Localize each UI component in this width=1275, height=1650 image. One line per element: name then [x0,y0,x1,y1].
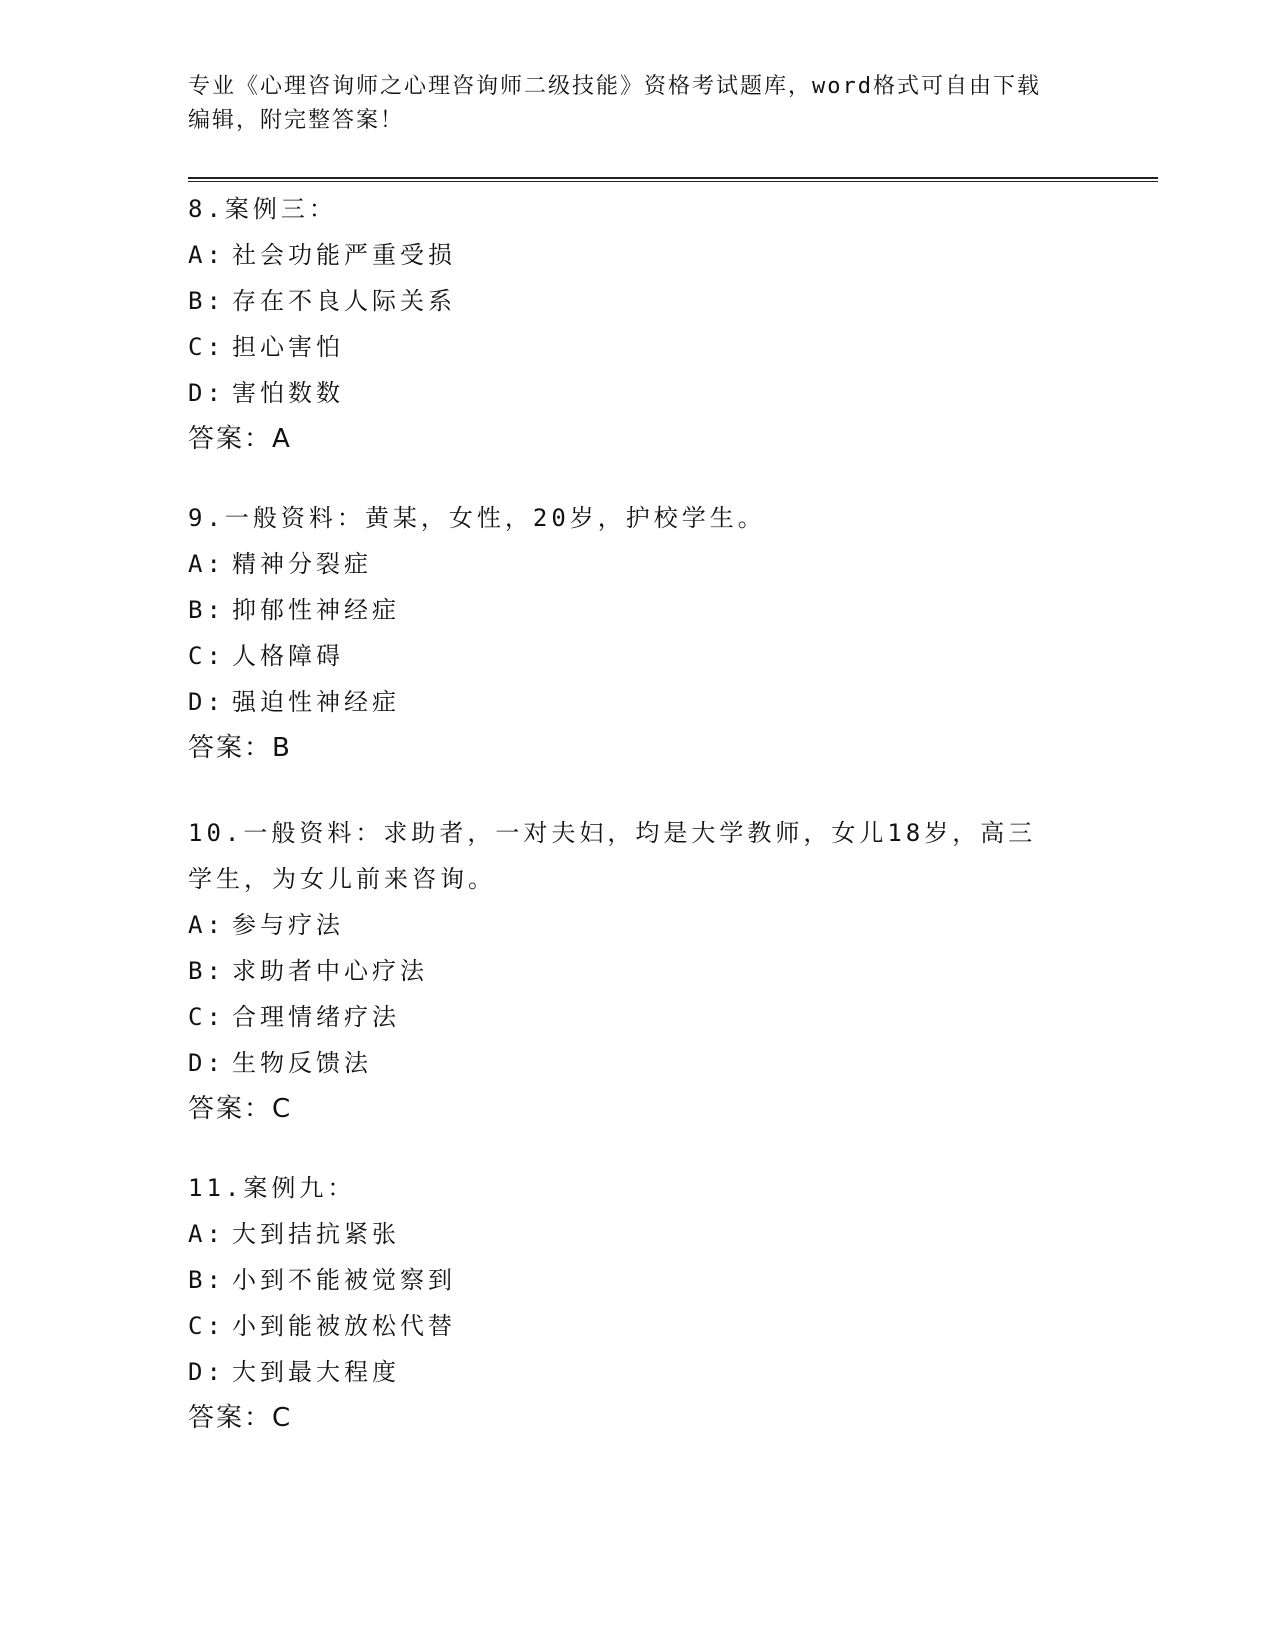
option-c [188,1303,1088,1349]
document-header [188,70,1068,138]
option-d [188,1040,1048,1086]
option-text: 人格障碍 [232,642,344,670]
option-letter: D: [188,1049,225,1077]
question-stem: 9.一般资料：黄某，女性，20岁，护校学生。 [188,504,766,532]
option-a [188,902,1048,948]
option-letter: B: [188,1266,225,1294]
option-a [188,232,1088,278]
answer-line: 答案：A [188,424,292,454]
answer-line: 答案：C [188,1094,293,1124]
option-letter: A: [188,241,225,269]
option-letter: D: [188,1358,225,1386]
question-8 [188,186,1088,462]
option-a [188,1211,1088,1257]
option-letter: A: [188,1220,225,1248]
option-d [188,679,1088,725]
question-stem: 11.案例九： [188,1174,356,1202]
question-11 [188,1165,1088,1441]
question-stem: 10.一般资料：求助者，一对夫妇，均是大学教师，女儿18岁，高三学生，为女儿前来咨询。 [188,819,1037,893]
option-d [188,1349,1088,1395]
option-text: 存在不良人际关系 [232,287,456,315]
option-c [188,994,1048,1040]
option-d [188,370,1088,416]
option-letter: C: [188,642,225,670]
option-b [188,948,1048,994]
option-text: 参与疗法 [232,911,344,939]
option-c [188,633,1088,679]
option-b [188,587,1088,633]
option-letter: A: [188,911,225,939]
option-text: 社会功能严重受损 [232,241,456,269]
option-letter: C: [188,333,225,361]
option-letter: C: [188,1003,225,1031]
option-text: 小到不能被觉察到 [232,1266,456,1294]
option-text: 害怕数数 [232,379,344,407]
question-10 [188,810,1048,1132]
option-letter: A: [188,550,225,578]
option-text: 生物反馈法 [232,1049,372,1077]
option-b [188,1257,1088,1303]
option-text: 抑郁性神经症 [232,596,400,624]
option-b [188,278,1088,324]
answer-line: 答案：B [188,733,292,763]
option-text: 强迫性神经症 [232,688,400,716]
answer-line: 答案：C [188,1403,293,1433]
option-c [188,324,1088,370]
option-text: 合理情绪疗法 [232,1003,400,1031]
option-text: 担心害怕 [232,333,344,361]
option-letter: B: [188,287,225,315]
header-divider [188,177,1158,182]
option-letter: B: [188,596,225,624]
option-text: 小到能被放松代替 [232,1312,456,1340]
question-9 [188,495,1088,771]
option-letter: D: [188,688,225,716]
option-letter: B: [188,957,225,985]
option-text: 大到最大程度 [232,1358,400,1386]
option-a [188,541,1088,587]
option-text: 大到拮抗紧张 [232,1220,400,1248]
option-text: 精神分裂症 [232,550,372,578]
option-letter: C: [188,1312,225,1340]
option-text: 求助者中心疗法 [232,957,428,985]
option-letter: D: [188,379,225,407]
question-stem: 8.案例三： [188,195,337,223]
header-line-2: 编辑，附完整答案！ [188,108,405,133]
header-line-1: 专业《心理咨询师之心理咨询师二级技能》资格考试题库，word格式可自由下载 [188,74,1041,99]
